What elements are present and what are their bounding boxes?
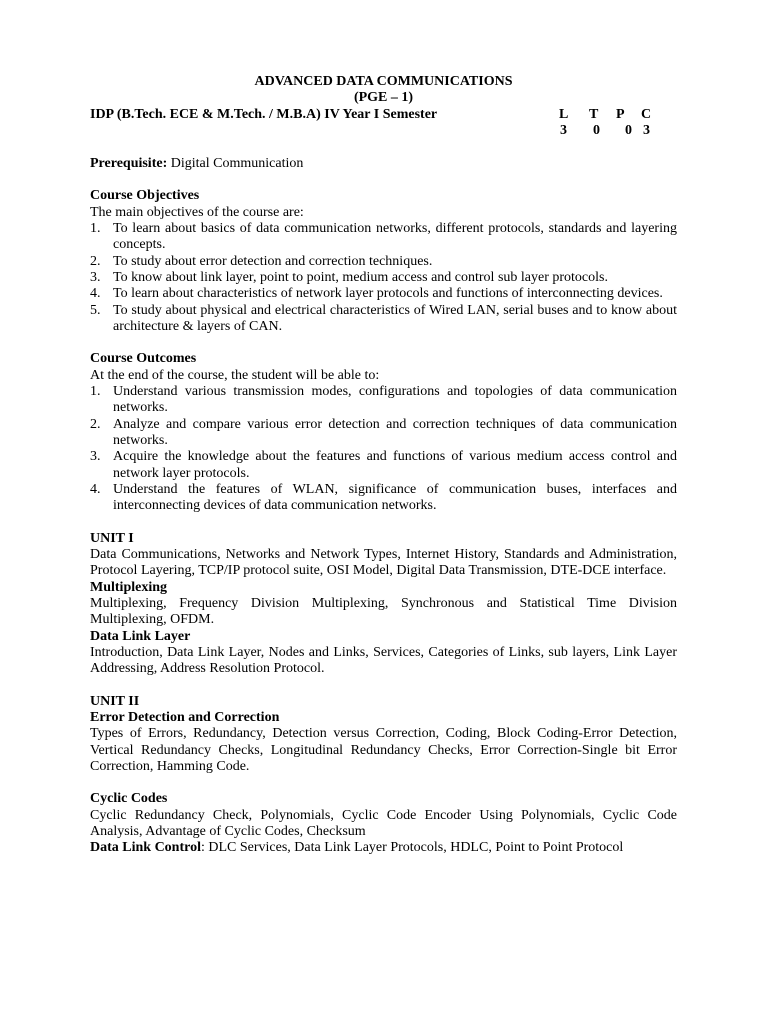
course-title: ADVANCED DATA COMMUNICATIONS — [254, 74, 513, 89]
ltpc-header: T — [589, 106, 599, 122]
data-link-control-label: Data Link Control — [90, 840, 201, 856]
ltpc-header: L — [559, 106, 569, 122]
objective-item: 3. To know about link layer, point to point, medium access and control sub layer protocols. — [90, 269, 608, 285]
ltpc-value: 0 — [593, 122, 600, 138]
objectives-list — [90, 221, 677, 335]
ltpc-value: 3 — [560, 122, 567, 138]
ltpc-value: 0 — [625, 122, 632, 138]
course-code: (PGE – 1) — [353, 90, 414, 106]
prerequisite-line — [90, 156, 677, 172]
objective-item: 2. To study about error detection and correction techniques. — [90, 253, 433, 269]
cyclic-codes-heading: Cyclic Codes — [90, 791, 168, 807]
error-detection-heading: Error Detection and Correction — [90, 709, 280, 725]
multiplexing-text: Multiplexing, Frequency Division Multiplexing, Synchronous and Statistical Time Division Multiplexing, OFDM. — [90, 595, 677, 628]
outcomes-list — [90, 384, 677, 514]
objectives-intro: The main objectives of the course are: — [90, 204, 304, 220]
objectives-heading: Course Objectives — [90, 188, 200, 204]
program-line: IDP (B.Tech. ECE & M.Tech. / M.B.A) IV Year I Semester — [90, 106, 438, 122]
unit-2-heading: UNIT II — [90, 693, 140, 709]
outcomes-intro: At the end of the course, the student will be able to: — [90, 367, 380, 383]
data-link-control-text: : DLC Services, Data Link Layer Protocols, HDLC, Point to Point Protocol — [200, 840, 624, 856]
unit-1-heading: UNIT I — [90, 530, 134, 546]
ltpc-header: P — [616, 106, 625, 122]
prerequisite-value: Digital Communication — [167, 155, 304, 171]
outcome-item: 4. Understand the features of WLAN, significance of communication buses, interfaces and interconnecting devices of data communication networks. — [90, 481, 677, 514]
objective-item: 1. To learn about basics of data communication networks, different protocols, standards and layering concepts. — [90, 221, 677, 253]
ltpc-header-row — [559, 107, 655, 123]
error-detection-text: Types of Errors, Redundancy, Detection versus Correction, Coding, Block Coding-Error Detection, Vertical Redundancy Checks, Longitudinal Redundancy Checks, Error Correction-Single bit Error Correction, Hamming Code. — [90, 726, 677, 774]
outcome-item: 2. Analyze and compare various error detection and correction techniques of data communication networks. — [90, 416, 677, 448]
prerequisite-label: Prerequisite: — [90, 155, 168, 171]
outcome-item: 1. Understand various transmission modes, configurations and topologies of data communication networks. — [90, 384, 677, 416]
ltpc-header: C — [641, 106, 652, 122]
outcome-item: 3. Acquire the knowledge about the features and functions of various medium access control and network layer protocols. — [90, 449, 677, 481]
program-header — [90, 107, 677, 140]
data-link-layer-heading: Data Link Layer — [90, 628, 191, 644]
objective-item: 5. To study about physical and electrical characteristics of Wired LAN, serial buses and to know about architecture & layers of CAN. — [90, 302, 677, 334]
document-page — [90, 74, 677, 857]
cyclic-codes-text: Cyclic Redundancy Check, Polynomials, Cyclic Code Encoder Using Polynomials, Cyclic Code Analysis, Advantage of Cyclic Codes, Checksum — [90, 807, 677, 840]
unit-1-text: Data Communications, Networks and Network Types, Internet History, Standards and Administration, Protocol Layering, TCP/IP protocol suite, OSI Model, Digital Data Transmission, DTE-DCE interface. — [90, 547, 677, 579]
ltpc-table — [559, 107, 655, 140]
ltpc-value: 3 — [643, 122, 650, 138]
outcomes-heading: Course Outcomes — [90, 351, 197, 367]
multiplexing-heading: Multiplexing — [90, 579, 168, 595]
data-link-layer-text: Introduction, Data Link Layer, Nodes and Links, Services, Categories of Links, sub layers, Link Layer Addressing, Address Resolution Protocol. — [90, 644, 677, 677]
ltpc-value-row — [559, 123, 655, 139]
objective-item: 4. To learn about characteristics of network layer protocols and functions of interconnecting devices. — [90, 286, 663, 302]
data-link-control-line — [90, 840, 677, 856]
